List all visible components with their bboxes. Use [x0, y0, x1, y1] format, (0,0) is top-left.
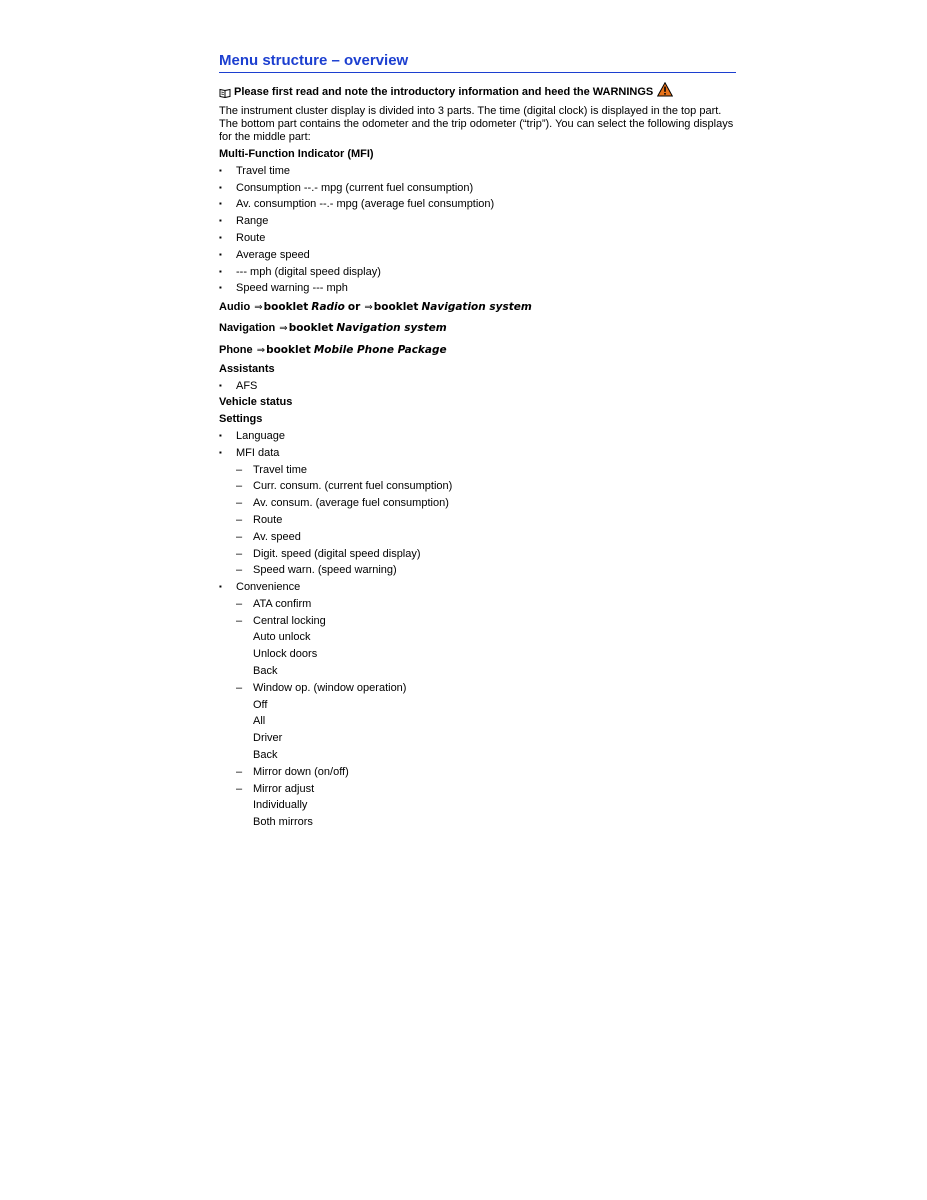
sub-list-item: – Av. consum. (average fuel consumption) — [219, 495, 736, 512]
booklet-word: booklet — [266, 343, 311, 356]
list-item: ▪ Route — [219, 230, 736, 247]
phone-reference — [219, 340, 736, 361]
mfi-heading: Multi-Function Indicator (MFI) — [219, 148, 374, 160]
list-item: ▪ Av. consumption --.- mpg (average fuel consumption) — [219, 196, 736, 213]
option-item: Back — [253, 749, 278, 762]
notice-text: Please first read and note the introductory information and heed the WARNINGS — [234, 86, 654, 98]
list-item: ▪ Range — [219, 213, 736, 230]
sub-list-item: – Av. speed — [219, 529, 736, 546]
navigation-label: Navigation — [219, 322, 276, 335]
navigation-reference — [219, 318, 736, 339]
assistants-heading: Assistants — [219, 362, 275, 375]
sub-list-item: – Mirror down (on/off) — [219, 764, 736, 781]
option-item: Off — [253, 698, 268, 711]
booklet-word: booklet — [373, 301, 419, 314]
notice-line — [219, 85, 736, 100]
sub-list-item: – Digit. speed (digital speed display) — [219, 546, 736, 563]
option-item: Driver — [253, 732, 283, 745]
audio-label: Audio — [219, 301, 251, 314]
list-item: ▪ AFS — [219, 378, 736, 395]
list-item: ▪ Language — [219, 428, 736, 445]
page-title: Menu structure – overview — [219, 51, 736, 73]
list-item: ▪ Speed warning --- mph — [219, 280, 736, 297]
option-item: Auto unlock — [253, 631, 311, 644]
list-item: ▪ Convenience — [219, 579, 736, 596]
booklet-word: booklet — [288, 322, 334, 335]
settings-heading: Settings — [219, 413, 263, 426]
navigation-booklet-link[interactable]: Navigation system — [421, 301, 532, 314]
sub-list-item: – Mirror adjust — [219, 781, 736, 798]
sub-list-item: – ATA confirm — [219, 596, 736, 613]
sub-list-item: – Central locking — [219, 613, 736, 630]
sub-list-item: – Window op. (window operation) — [219, 680, 736, 697]
option-item: Unlock doors — [253, 648, 318, 661]
page-content — [219, 51, 736, 831]
warning-icon — [657, 82, 673, 97]
list-item: ▪ Consumption --.- mpg (current fuel consumption) — [219, 180, 736, 197]
or-word: or — [347, 301, 361, 314]
option-item: Back — [253, 665, 278, 678]
book-icon — [219, 88, 231, 98]
sub-list-item: – Speed warn. (speed warning) — [219, 562, 736, 579]
list-item: ▪ MFI data — [219, 445, 736, 462]
vehicle-status-heading: Vehicle status — [219, 396, 293, 409]
phone-label: Phone — [219, 343, 253, 356]
mfi-section — [219, 146, 736, 297]
sub-list-item: – Travel time — [219, 462, 736, 479]
arrow-icon: ⇒ — [254, 302, 263, 314]
arrow-icon: ⇒ — [364, 302, 373, 314]
navigation-booklet-link[interactable]: Navigation system — [336, 322, 447, 335]
option-item: Both mirrors — [253, 816, 313, 829]
list-item: ▪ Average speed — [219, 247, 736, 264]
list-item: ▪ --- mph (digital speed display) — [219, 264, 736, 281]
option-item: Individually — [253, 799, 308, 812]
booklet-word: booklet — [263, 301, 309, 314]
sub-list-item: – Curr. consum. (current fuel consumption) — [219, 478, 736, 495]
arrow-icon: ⇒ — [279, 323, 288, 335]
option-item: All — [253, 715, 266, 728]
phone-booklet-link[interactable]: Mobile Phone Package — [313, 343, 447, 356]
radio-booklet-link[interactable]: Radio — [311, 301, 345, 314]
arrow-icon: ⇒ — [256, 344, 266, 356]
audio-reference — [219, 297, 736, 318]
list-item: ▪ Travel time — [219, 163, 736, 180]
sub-list-item: – Route — [219, 512, 736, 529]
intro-paragraph: The instrument cluster display is divided into 3 parts. The time (digital clock) is displayed in the top part. The bottom part contains the odometer and the trip odometer (“trip”). You can select the following displays for the middle part: — [219, 105, 734, 143]
